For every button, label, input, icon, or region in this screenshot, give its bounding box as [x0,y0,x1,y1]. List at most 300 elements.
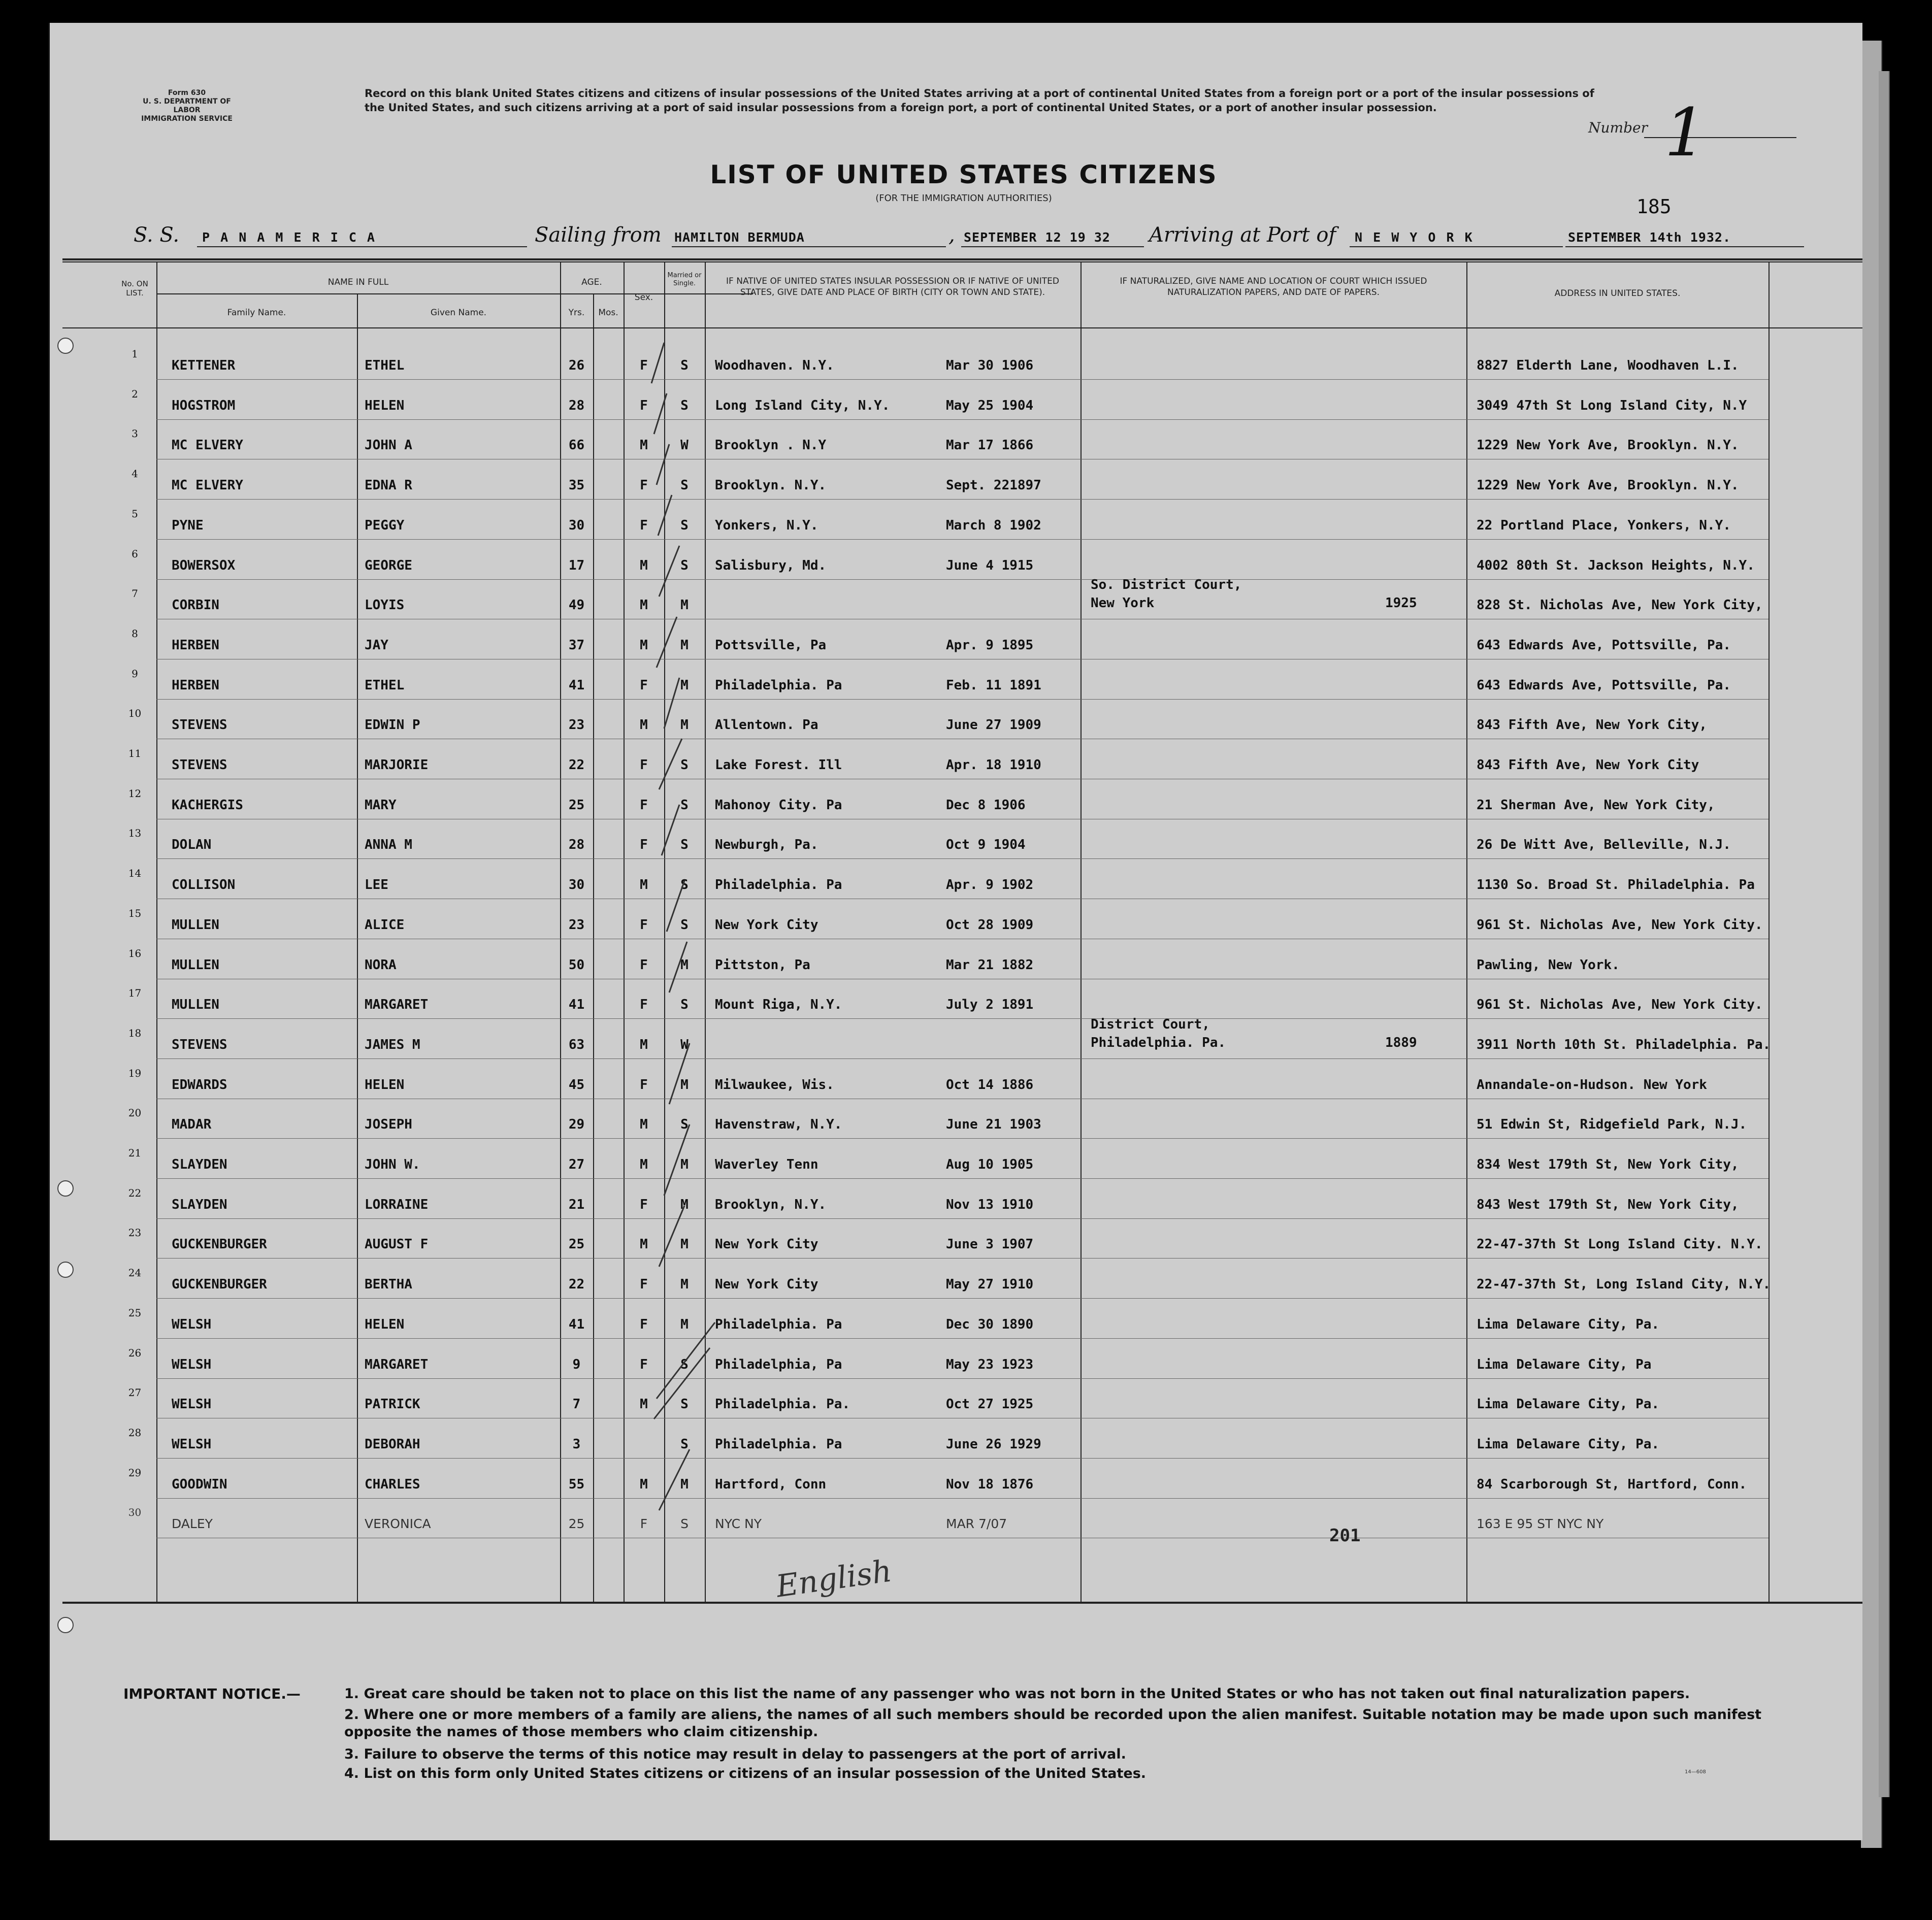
birth-place: NYC NY [715,1516,762,1532]
birth-place: Philadelphia. Pa. [715,1397,850,1412]
us-address: 843 Fifth Ave, New York City [1477,757,1699,773]
departure-date-underline [961,246,1144,247]
birth-date: July 2 1891 [946,997,1034,1013]
birth-place: Philadelphia. Pa [715,877,842,893]
marital-status: M [680,1316,689,1332]
departure-date: SEPTEMBER 12 19 32 [964,230,1110,245]
table-bottom-rule [62,1602,1862,1604]
sex: M [640,717,648,733]
given-name: DEBORAH [365,1436,420,1452]
sex: M [640,637,648,653]
birth-date: Feb. 11 1891 [946,677,1041,693]
important-notice-label: IMPORTANT NOTICE.— [123,1685,301,1702]
age-years: 37 [568,637,585,653]
row-number: 22 [128,1186,142,1199]
us-address: 51 Edwin St, Ridgefield Park, N.J. [1477,1117,1747,1133]
us-address: Lima Delaware City, Pa. [1477,1436,1660,1452]
row-number: 21 [128,1147,142,1159]
sex: F [640,1316,648,1332]
age-years: 27 [568,1157,585,1172]
header-sub-rule [156,293,753,294]
us-address: 1229 New York Ave, Brooklyn. N.Y. [1477,478,1739,493]
given-name: JOSEPH [365,1117,412,1133]
family-name: HERBEN [172,677,219,693]
birth-place: Salisbury, Md. [715,557,827,573]
row-number: 6 [132,547,138,560]
punch-hole [57,338,74,354]
birth-date: June 21 1903 [946,1117,1041,1133]
family-name: WELSH [172,1436,212,1452]
sex: F [640,1356,648,1372]
naturalization-location: New York [1091,595,1155,611]
notice-item-3: 3. Failure to observe the terms of this notice may result in delay to passengers at the port of arrival. [344,1746,1126,1762]
handwritten-english-note: English [774,1553,894,1605]
notice-item-4: 4. List on this form only United States citizens or citizens of an insular possession of the United States. [344,1766,1147,1781]
sex: F [640,917,648,933]
birth-date: June 4 1915 [946,557,1034,573]
sex: M [640,1117,648,1133]
header-age: AGE. [581,277,602,287]
row-number: 10 [128,707,142,720]
row-rule [156,499,1769,500]
page-edge-back-2 [1879,71,1890,1797]
birth-place: Pittston, Pa [715,957,810,973]
us-address: 843 Fifth Ave, New York City, [1477,717,1707,733]
naturalization-court: District Court, [1091,1016,1210,1032]
us-address: Lima Delaware City, Pa [1477,1356,1652,1372]
given-name: JAY [365,637,388,653]
sex: F [640,957,648,973]
row-number: 16 [128,947,142,959]
marital-status: M [680,637,689,653]
family-name: SLAYDEN [172,1157,227,1172]
marital-status: W [680,438,689,453]
family-name: DALEY [172,1516,213,1532]
row-number: 26 [128,1346,142,1359]
birth-place: Philadelphia. Pa [715,1436,842,1452]
given-name: LORRAINE [365,1197,429,1212]
sex: F [640,1197,648,1212]
birth-date: June 27 1909 [946,717,1041,733]
row-rule [156,1058,1769,1059]
birth-date: June 3 1907 [946,1237,1034,1252]
marital-status: S [680,478,689,493]
marital-status: M [680,598,689,613]
marital-status: M [680,717,689,733]
row-rule [156,379,1769,380]
given-name: NORA [365,957,397,973]
birth-date: Oct 28 1909 [946,917,1034,933]
age-years: 50 [568,957,585,973]
row-rule [156,579,1769,580]
us-address: 961 St. Nicholas Ave, New York City. [1477,997,1763,1013]
marital-status: M [680,677,689,693]
marital-status: S [680,877,689,893]
arrival-date-underline [1565,246,1804,247]
age-years: 35 [568,478,585,493]
birth-date: June 26 1929 [946,1436,1041,1452]
birth-place: Milwaukee, Wis. [715,1077,834,1093]
header-sex: Sex. [634,292,653,303]
age-years: 3 [572,1436,581,1452]
row-number: 24 [128,1267,142,1279]
naturalization-court: So. District Court, [1091,577,1242,593]
age-years: 28 [568,398,585,413]
birth-date: May 27 1910 [946,1277,1034,1293]
family-name: STEVENS [172,757,227,773]
sex: F [640,1277,648,1293]
given-name: VERONICA [365,1516,431,1532]
header-address: ADDRESS IN UNITED STATES. [1554,288,1681,299]
arrival-port: N E W Y O R K [1355,230,1474,245]
family-name: MADAR [172,1117,212,1133]
punch-hole [57,1262,74,1278]
birth-place: Brooklyn . N.Y [715,438,827,453]
page-title: LIST OF UNITED STATES CITIZENS [710,160,1218,189]
sex: M [640,598,648,613]
marital-status: S [680,557,689,573]
col-rule [1080,261,1082,1602]
row-rule [156,699,1769,700]
age-years: 28 [568,837,585,853]
family-name: MULLEN [172,917,219,933]
age-years: 25 [568,1516,585,1532]
given-name: ANNA M [365,837,412,853]
row-number: 5 [132,507,138,520]
naturalization-location: Philadelphia. Pa. [1091,1035,1226,1050]
row-number: 28 [128,1426,142,1439]
birth-date: Apr. 9 1902 [946,877,1034,893]
us-address: 1229 New York Ave, Brooklyn. N.Y. [1477,438,1739,453]
us-address: 961 St. Nicholas Ave, New York City. [1477,917,1763,933]
us-address: Lima Delaware City, Pa. [1477,1316,1660,1332]
age-years: 41 [568,997,585,1013]
given-name: ALICE [365,917,405,933]
marital-status: M [680,1237,689,1252]
birth-date: Sept. 221897 [946,478,1041,493]
birth-place: Brooklyn, N.Y. [715,1197,827,1212]
table-top-rule [62,258,1862,260]
us-address: 834 West 179th St, New York City, [1477,1157,1739,1172]
family-name: MULLEN [172,997,219,1013]
sex: M [640,1476,648,1492]
ss-label: S. S. [134,223,180,247]
marital-status: S [680,358,689,373]
given-name: MARGARET [365,1356,429,1372]
birth-date: May 23 1923 [946,1356,1034,1372]
sex: M [640,1037,648,1052]
row-number: 20 [128,1107,142,1119]
birth-place: New York City [715,1277,818,1293]
family-name: HOGSTROM [172,398,236,413]
marital-status: S [680,997,689,1013]
marital-status: W [680,1037,689,1052]
row-rule [156,539,1769,540]
row-number: 17 [128,987,142,1000]
sex: F [640,1516,648,1532]
marital-status: M [680,1476,689,1492]
birth-date: March 8 1902 [946,517,1041,533]
birth-date: Mar 17 1866 [946,438,1034,453]
form-department: U. S. DEPARTMENT OF LABOR [143,97,231,114]
number-label: Number [1588,119,1648,136]
header-birth: IF NATIVE OF UNITED STATES INSULAR POSSESSION OR IF NATIVE OF UNITED STATES, GIVE DATE AND PLACE OF BIRTH (CITY OR TOWN AND STATE). [726,276,1059,297]
age-years: 25 [568,797,585,813]
row-rule [156,1138,1769,1139]
row-number: 27 [128,1386,142,1399]
birth-date: Nov 18 1876 [946,1476,1034,1492]
sex: M [640,1157,648,1172]
sex: M [640,438,648,453]
row-number: 25 [128,1306,142,1319]
age-years: 9 [572,1356,581,1372]
family-name: GUCKENBURGER [172,1277,267,1293]
col-rule [593,293,594,1602]
age-years: 23 [568,717,585,733]
birth-date: Oct 27 1925 [946,1397,1034,1412]
given-name: JOHN W. [365,1157,420,1172]
row-rule [156,1498,1769,1499]
row-number: 11 [128,747,142,759]
sex: M [640,557,648,573]
given-name: EDWIN P [365,717,420,733]
family-name: SLAYDEN [172,1197,227,1212]
header-given-name: Given Name. [430,308,487,318]
col-rule [156,261,157,1602]
header-naturalized: IF NATURALIZED, GIVE NAME AND LOCATION OF COURT WHICH ISSUED NATURALIZATION PAPERS, AND DATE OF PAPERS. [1120,276,1427,297]
row-number: 29 [128,1466,142,1479]
row-number: 23 [128,1227,142,1239]
family-name: MC ELVERY [172,478,243,493]
given-name: HELEN [365,1316,405,1332]
birth-place: Long Island City, N.Y. [715,398,890,413]
marital-status: S [680,1356,689,1372]
sex: F [640,797,648,813]
birth-date: Apr. 9 1895 [946,637,1034,653]
marital-status: M [680,1157,689,1172]
row-rule [156,1178,1769,1179]
age-years: 17 [568,557,585,573]
arrival-port-underline [1350,246,1563,247]
us-address: 643 Edwards Ave, Pottsville, Pa. [1477,637,1731,653]
passenger-table [50,23,1862,1840]
birth-date: MAR 7/07 [946,1516,1007,1532]
given-name: JAMES M [365,1037,420,1052]
given-name: MARGARET [365,997,429,1013]
age-years: 30 [568,517,585,533]
marital-status: S [680,398,689,413]
given-name: MARJORIE [365,757,429,773]
us-address: 4002 80th St. Jackson Heights, N.Y. [1477,557,1755,573]
age-years: 63 [568,1037,585,1052]
sex: F [640,358,648,373]
birth-date: Apr. 18 1910 [946,757,1041,773]
citizen-list-sheet [48,23,1862,1840]
header-name-in-full: NAME IN FULL [328,277,389,287]
birth-place: Philadelphia. Pa [715,1316,842,1332]
punch-hole [57,1180,74,1197]
row-number: 3 [132,427,138,440]
us-address: 1130 So. Broad St. Philadelphia. Pa [1477,877,1755,893]
col-rule [357,293,358,1602]
comma-separator: , [948,223,955,247]
row-number: 19 [128,1067,142,1079]
ship-underline [197,246,527,247]
marital-status: S [680,517,689,533]
row-rule [156,1218,1769,1219]
row-number: 12 [128,787,142,800]
row-number: 7 [132,587,138,600]
sex: F [640,757,648,773]
age-years: 7 [572,1397,581,1412]
age-years: 55 [568,1476,585,1492]
marital-status: S [680,1397,689,1412]
birth-place: New York City [715,917,818,933]
family-name: WELSH [172,1397,212,1412]
row-number: 2 [132,387,138,400]
table-top-rule-2 [62,261,1862,262]
sex: F [640,677,648,693]
marital-status: M [680,1077,689,1093]
given-name: JOHN A [365,438,412,453]
family-name: DOLAN [172,837,212,853]
us-address: 8827 Elderth Lane, Woodhaven L.I. [1477,358,1739,373]
row-number: 4 [132,468,138,480]
birth-place: Hartford, Conn [715,1476,827,1492]
birth-place: Yonkers, N.Y. [715,517,818,533]
age-years: 30 [568,877,585,893]
sex: F [640,398,648,413]
birth-place: Philadelphia, Pa [715,1356,842,1372]
marital-status: S [680,757,689,773]
age-years: 25 [568,1237,585,1252]
check-marks [649,333,730,1597]
given-name: PEGGY [365,517,405,533]
row-number: 13 [128,827,142,840]
arrival-date: SEPTEMBER 14th 1932. [1568,230,1731,245]
age-years: 23 [568,917,585,933]
given-name: MARY [365,797,397,813]
family-name: WELSH [172,1356,212,1372]
header-mos: Mos. [598,308,618,318]
given-name: EDNA R [365,478,412,493]
us-address: 643 Edwards Ave, Pottsville, Pa. [1477,677,1731,693]
form-identifier [131,89,243,123]
number-value: 1 [1664,94,1707,171]
family-name: STEVENS [172,1037,227,1052]
given-name: AUGUST F [365,1237,429,1252]
sex: F [640,517,648,533]
birth-place: Waverley Tenn [715,1157,818,1172]
marital-status: M [680,1277,689,1293]
age-years: 22 [568,1277,585,1293]
family-name: GUCKENBURGER [172,1237,267,1252]
marital-status: S [680,917,689,933]
age-years: 49 [568,598,585,613]
us-address: Pawling, New York. [1477,957,1620,973]
header-family-name: Family Name. [227,308,286,318]
us-address: Annandale-on-Hudson. New York [1477,1077,1707,1093]
col-rule [1466,261,1467,1602]
birth-date: Mar 21 1882 [946,957,1034,973]
family-name: WELSH [172,1316,212,1332]
marital-status: S [680,837,689,853]
given-name: PATRICK [365,1397,420,1412]
sex: M [640,1397,648,1412]
us-address: Lima Delaware City, Pa. [1477,1397,1660,1412]
form-service: IMMIGRATION SERVICE [141,115,233,123]
us-address: 828 St. Nicholas Ave, New York City, [1477,598,1763,613]
col-rule [1769,261,1770,1602]
col-rule [624,261,625,1602]
age-years: 66 [568,438,585,453]
family-name: CORBIN [172,598,219,613]
family-name: COLLISON [172,877,236,893]
family-name: PYNE [172,517,204,533]
stamp-number: 185 [1636,195,1672,218]
sex: M [640,877,648,893]
us-address: 3049 47th St Long Island City, N.Y [1477,398,1747,413]
us-address: 22-47-37th St Long Island City. N.Y. [1477,1237,1763,1252]
given-name: BERTHA [365,1277,412,1293]
us-address: 843 West 179th St, New York City, [1477,1197,1739,1212]
us-address: 22 Portland Place, Yonkers, N.Y. [1477,517,1731,533]
given-name: ETHEL [365,358,405,373]
age-years: 41 [568,1316,585,1332]
family-name: MULLEN [172,957,219,973]
given-name: HELEN [365,398,405,413]
family-name: EDWARDS [172,1077,227,1093]
marital-status: S [680,1516,689,1532]
notice-item-2: 2. Where one or more members of a family are aliens, the names of all such members should be recorded upon the alien manifest. Suitable notation may be made upon such manifest opposite the names of those members who claim citizenship. [344,1707,1762,1740]
birth-place: Brooklyn. N.Y. [715,478,827,493]
family-name: BOWERSOX [172,557,236,573]
birth-place: Mount Riga, N.Y. [715,997,842,1013]
form-instructions: Record on this blank United States citizens and citizens of insular possessions of the United States arriving at a port of continental United States from a foreign port or a port of the insular possessions of the United States, and such citizens arriving at a port of said insular possessions from a foreign port, a port of continental United States, or a port of another insular possession. [365,87,1594,114]
age-years: 41 [568,677,585,693]
row-number: 14 [128,867,142,880]
us-address: 21 Sherman Ave, New York City, [1477,797,1715,813]
family-name: HERBEN [172,637,219,653]
row-number: 15 [128,907,142,919]
row-number: 8 [132,627,138,640]
row-rule [156,1458,1769,1459]
birth-place: New York City [715,1237,818,1252]
given-name: CHARLES [365,1476,420,1492]
given-name: GEORGE [365,557,412,573]
row-rule [156,1298,1769,1299]
birth-date: May 25 1904 [946,398,1034,413]
birth-place: Woodhaven. N.Y. [715,358,834,373]
row-rule [156,419,1769,420]
row-number: 1 [132,348,138,360]
given-name: LOYIS [365,598,405,613]
us-address: 84 Scarborough St, Hartford, Conn. [1477,1476,1747,1492]
age-years: 45 [568,1077,585,1093]
birth-place: Newburgh, Pa. [715,837,818,853]
header-married-single: Married or Single. [667,272,702,287]
sex: F [640,837,648,853]
us-address: 3911 North 10th St. Philadelphia. Pa. [1477,1037,1771,1052]
marital-status: M [680,957,689,973]
family-name: MC ELVERY [172,438,243,453]
given-name: LEE [365,877,388,893]
punch-hole [57,1617,74,1633]
birth-date: Dec 8 1906 [946,797,1026,813]
given-name: HELEN [365,1077,405,1093]
naturalization-year: 1889 [1385,1035,1417,1050]
birth-place: Havenstraw, N.Y. [715,1117,842,1133]
